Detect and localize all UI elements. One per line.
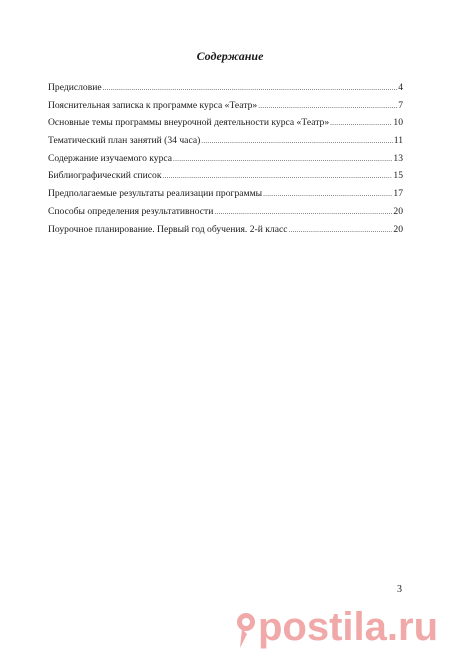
toc-entry <box>48 117 403 135</box>
toc-title: Содержание <box>196 49 264 63</box>
page-number: 3 <box>397 584 402 595</box>
toc-entry-page: 20 <box>393 205 403 217</box>
watermark-logo <box>236 604 456 654</box>
toc-leader-dots <box>258 100 397 112</box>
toc-leader-dots <box>214 206 392 218</box>
toc-entry-label: Тематический план занятий (34 часа) <box>48 135 201 147</box>
toc-entry-label: Содержание изучаемого курса <box>48 152 173 164</box>
toc-entry-page: 11 <box>393 135 403 147</box>
toc-entry <box>48 188 403 206</box>
toc-entry-label: Основные темы программы внеурочной деятельности курса «Театр» <box>48 117 330 129</box>
toc-entry <box>48 135 403 153</box>
toc-entry-label: Пояснительная записка к программе курса «Театр» <box>48 99 258 111</box>
toc-entry <box>48 224 403 242</box>
toc-leader-dots <box>330 117 392 129</box>
watermark-graphic <box>236 604 456 654</box>
watermark-text: postila.ru <box>258 605 439 649</box>
toc-entry-label: Поурочное планирование. Первый год обучения. 2-й класс <box>48 223 288 235</box>
toc-entry <box>48 170 403 188</box>
toc-entry-label: Библиографический список <box>48 170 162 182</box>
toc-entry-page: 13 <box>393 152 403 164</box>
toc-entry-page: 10 <box>393 117 403 129</box>
toc-entry <box>48 153 403 171</box>
toc-entry <box>48 100 403 118</box>
toc-leader-dots <box>103 82 398 94</box>
toc-entry <box>48 82 403 100</box>
toc-leader-dots <box>201 135 392 147</box>
toc-leader-dots <box>163 170 393 182</box>
toc-leader-dots <box>263 188 392 200</box>
toc-entry-label: Способы определения результативности <box>48 205 214 217</box>
toc-entry <box>48 206 403 224</box>
toc-leader-dots <box>288 224 392 236</box>
toc-entry-page: 20 <box>393 223 403 235</box>
toc-entry-label: Предполагаемые результаты реализации программы <box>48 188 263 200</box>
toc-entry-label: Предисловие <box>48 82 102 93</box>
pin-icon <box>237 613 255 648</box>
toc-entry-page: 15 <box>393 170 403 182</box>
table-of-contents <box>48 82 403 241</box>
toc-entry-page: 7 <box>398 99 403 111</box>
toc-entry-page: 17 <box>393 188 403 200</box>
toc-leader-dots <box>173 153 392 165</box>
toc-entry-page: 4 <box>398 82 403 93</box>
